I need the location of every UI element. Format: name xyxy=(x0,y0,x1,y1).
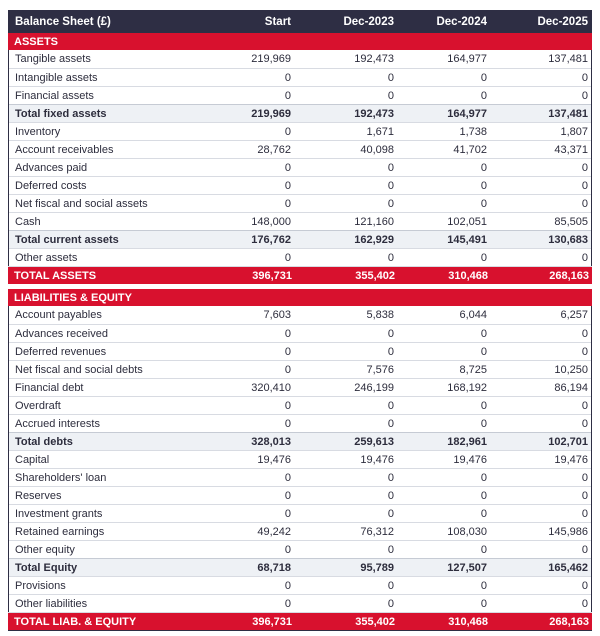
table-row xyxy=(9,68,591,86)
cell-value: 145,491 xyxy=(447,233,487,246)
cell-value: 320,410 xyxy=(251,381,291,394)
row-label: Total current assets xyxy=(15,233,119,246)
row-label: Deferred revenues xyxy=(15,345,107,358)
cell-value: 192,473 xyxy=(354,107,394,120)
cell-value: 0 xyxy=(581,89,588,102)
cell-value: 268,163 xyxy=(549,269,589,282)
cell-value: 0 xyxy=(480,71,487,84)
row-label: Total debts xyxy=(15,435,73,448)
cell-value: 0 xyxy=(387,399,394,412)
table-row xyxy=(9,248,591,266)
row-label: Advances paid xyxy=(15,161,88,174)
cell-value: 76,312 xyxy=(360,525,394,538)
cell-value: 0 xyxy=(480,399,487,412)
cell-value: 0 xyxy=(480,251,487,264)
table-row xyxy=(9,86,591,104)
cell-value: 0 xyxy=(387,161,394,174)
table-row xyxy=(9,486,591,504)
cell-value: 41,702 xyxy=(453,143,487,156)
subtotal-row xyxy=(9,432,591,450)
cell-value: 0 xyxy=(581,161,588,174)
cell-value: 0 xyxy=(387,345,394,358)
cell-value: 310,468 xyxy=(448,269,488,282)
cell-value: 0 xyxy=(480,579,487,592)
row-label: Cash xyxy=(15,215,41,228)
cell-value: 0 xyxy=(387,489,394,502)
cell-value: 259,613 xyxy=(354,435,394,448)
cell-value: 0 xyxy=(581,345,588,358)
row-label: Financial debt xyxy=(15,381,84,394)
cell-value: 0 xyxy=(387,471,394,484)
cell-value: 162,929 xyxy=(354,233,394,246)
cell-value: 396,731 xyxy=(252,269,292,282)
row-label: Net fiscal and social debts xyxy=(15,363,143,376)
cell-value: 0 xyxy=(284,579,291,592)
table-row xyxy=(9,504,591,522)
cell-value: 192,473 xyxy=(354,53,394,65)
table-row xyxy=(9,194,591,212)
row-label: Tangible assets xyxy=(15,53,91,65)
cell-value: 0 xyxy=(284,489,291,502)
cell-value: 0 xyxy=(284,507,291,520)
cell-value: 0 xyxy=(581,597,588,610)
cell-value: 0 xyxy=(581,327,588,340)
cell-value: 328,013 xyxy=(251,435,291,448)
section-header-row xyxy=(8,289,592,306)
cell-value: 102,701 xyxy=(548,435,588,448)
cell-value: 0 xyxy=(480,161,487,174)
grand-total-row xyxy=(8,612,592,630)
row-label: Provisions xyxy=(15,579,66,592)
table-row xyxy=(9,540,591,558)
cell-value: 0 xyxy=(581,471,588,484)
cell-value: 0 xyxy=(581,71,588,84)
row-label: Shareholders' loan xyxy=(15,471,107,484)
cell-value: 0 xyxy=(387,89,394,102)
cell-value: 355,402 xyxy=(355,269,395,282)
row-label: Other assets xyxy=(15,251,78,264)
cell-value: 0 xyxy=(480,417,487,430)
cell-value: 8,725 xyxy=(459,363,487,376)
cell-value: 0 xyxy=(480,89,487,102)
row-label: TOTAL ASSETS xyxy=(14,269,97,282)
cell-value: 0 xyxy=(284,597,291,610)
table-rows xyxy=(9,33,591,630)
row-label: Account receivables xyxy=(15,143,114,156)
cell-value: 0 xyxy=(581,579,588,592)
cell-value: 0 xyxy=(480,471,487,484)
cell-value: 102,051 xyxy=(447,215,487,228)
cell-value: 0 xyxy=(581,179,588,192)
row-label: Investment grants xyxy=(15,507,103,520)
cell-value: 219,969 xyxy=(251,53,291,65)
cell-value: 85,505 xyxy=(554,215,588,228)
cell-value: 0 xyxy=(387,579,394,592)
cell-value: 0 xyxy=(387,179,394,192)
column-header-dec-2023: Dec-2023 xyxy=(343,16,394,28)
balance-sheet-table xyxy=(8,10,592,631)
row-label: Intangible assets xyxy=(15,71,98,84)
cell-value: 310,468 xyxy=(448,615,488,628)
cell-value: 0 xyxy=(387,197,394,210)
column-header-dec-2025: Dec-2025 xyxy=(537,16,588,28)
cell-value: 0 xyxy=(284,89,291,102)
cell-value: 49,242 xyxy=(257,525,291,538)
table-row xyxy=(9,360,591,378)
cell-value: 0 xyxy=(387,71,394,84)
cell-value: 0 xyxy=(284,161,291,174)
cell-value: 7,576 xyxy=(366,363,394,376)
row-label: Reserves xyxy=(15,489,62,502)
subtotal-row xyxy=(9,558,591,576)
cell-value: 1,671 xyxy=(366,125,394,138)
table-row xyxy=(9,140,591,158)
row-label: Deferred costs xyxy=(15,179,87,192)
cell-value: 164,977 xyxy=(447,53,487,65)
grand-total-row xyxy=(8,266,592,284)
cell-value: 0 xyxy=(284,543,291,556)
table-row xyxy=(9,450,591,468)
row-label: Total fixed assets xyxy=(15,107,107,120)
row-label: Inventory xyxy=(15,125,61,138)
cell-value: 0 xyxy=(284,197,291,210)
table-row xyxy=(9,342,591,360)
table-row xyxy=(9,414,591,432)
cell-value: 0 xyxy=(480,507,487,520)
cell-value: 0 xyxy=(480,489,487,502)
cell-value: 145,986 xyxy=(548,525,588,538)
cell-value: 0 xyxy=(480,345,487,358)
section-label: LIABILITIES & EQUITY xyxy=(14,291,132,304)
cell-value: 0 xyxy=(387,417,394,430)
cell-value: 19,476 xyxy=(257,453,291,466)
row-label: Other equity xyxy=(15,543,75,556)
cell-value: 137,481 xyxy=(548,53,588,65)
cell-value: 19,476 xyxy=(554,453,588,466)
cell-value: 0 xyxy=(284,179,291,192)
cell-value: 396,731 xyxy=(252,615,292,628)
cell-value: 164,977 xyxy=(447,107,487,120)
row-label: Total Equity xyxy=(15,561,78,574)
cell-value: 0 xyxy=(480,197,487,210)
row-label: Other liabilities xyxy=(15,597,88,610)
subtotal-row xyxy=(9,230,591,248)
cell-value: 0 xyxy=(387,597,394,610)
cell-value: 19,476 xyxy=(453,453,487,466)
cell-value: 355,402 xyxy=(355,615,395,628)
cell-value: 0 xyxy=(284,327,291,340)
cell-value: 0 xyxy=(284,399,291,412)
table-row xyxy=(9,158,591,176)
subtotal-row xyxy=(9,104,591,122)
cell-value: 0 xyxy=(284,71,291,84)
cell-value: 6,044 xyxy=(459,309,487,321)
cell-value: 182,961 xyxy=(447,435,487,448)
cell-value: 268,163 xyxy=(549,615,589,628)
cell-value: 28,762 xyxy=(257,143,291,156)
cell-value: 0 xyxy=(387,327,394,340)
cell-value: 0 xyxy=(581,543,588,556)
cell-value: 0 xyxy=(581,507,588,520)
cell-value: 108,030 xyxy=(447,525,487,538)
cell-value: 121,160 xyxy=(354,215,394,228)
cell-value: 0 xyxy=(284,363,291,376)
cell-value: 40,098 xyxy=(360,143,394,156)
section-header-row xyxy=(8,33,592,50)
cell-value: 5,838 xyxy=(366,309,394,321)
table-row xyxy=(9,522,591,540)
cell-value: 0 xyxy=(480,179,487,192)
table-title: Balance Sheet (£) xyxy=(15,16,111,28)
cell-value: 168,192 xyxy=(447,381,487,394)
table-header-row xyxy=(9,11,591,33)
cell-value: 7,603 xyxy=(263,309,291,321)
row-label: Accrued interests xyxy=(15,417,100,430)
column-header-start: Start xyxy=(264,16,291,28)
cell-value: 0 xyxy=(581,489,588,502)
cell-value: 6,257 xyxy=(560,309,588,321)
row-label: Financial assets xyxy=(15,89,94,102)
row-label: Capital xyxy=(15,453,50,466)
table-row xyxy=(9,468,591,486)
cell-value: 148,000 xyxy=(251,215,291,228)
cell-value: 0 xyxy=(480,543,487,556)
cell-value: 1,738 xyxy=(459,125,487,138)
cell-value: 68,718 xyxy=(257,561,291,574)
cell-value: 0 xyxy=(387,507,394,520)
cell-value: 1,807 xyxy=(560,125,588,138)
cell-value: 176,762 xyxy=(251,233,291,246)
cell-value: 0 xyxy=(284,417,291,430)
section-label: ASSETS xyxy=(14,35,59,48)
cell-value: 10,250 xyxy=(554,363,588,376)
table-row xyxy=(9,396,591,414)
table-row xyxy=(9,306,591,324)
column-header-dec-2024: Dec-2024 xyxy=(436,16,487,28)
cell-value: 0 xyxy=(581,417,588,430)
cell-value: 0 xyxy=(387,251,394,264)
cell-value: 219,969 xyxy=(251,107,291,120)
row-label: Net fiscal and social assets xyxy=(15,197,148,210)
cell-value: 0 xyxy=(480,327,487,340)
cell-value: 19,476 xyxy=(360,453,394,466)
cell-value: 0 xyxy=(480,597,487,610)
table-row xyxy=(9,122,591,140)
table-row xyxy=(9,176,591,194)
cell-value: 165,462 xyxy=(548,561,588,574)
cell-value: 0 xyxy=(387,543,394,556)
row-label: Advances received xyxy=(15,327,108,340)
table-row xyxy=(9,324,591,342)
cell-value: 86,194 xyxy=(554,381,588,394)
cell-value: 0 xyxy=(581,251,588,264)
table-row xyxy=(9,576,591,594)
row-label: Retained earnings xyxy=(15,525,105,538)
cell-value: 130,683 xyxy=(548,233,588,246)
row-label: TOTAL LIAB. & EQUITY xyxy=(14,615,137,628)
table-row xyxy=(9,378,591,396)
table-row xyxy=(9,50,591,68)
cell-value: 0 xyxy=(581,399,588,412)
cell-value: 95,789 xyxy=(360,561,394,574)
cell-value: 246,199 xyxy=(354,381,394,394)
table-row xyxy=(9,594,591,612)
row-label: Overdraft xyxy=(15,399,61,412)
cell-value: 0 xyxy=(284,125,291,138)
cell-value: 0 xyxy=(284,471,291,484)
table-row xyxy=(9,212,591,230)
cell-value: 137,481 xyxy=(548,107,588,120)
cell-value: 43,371 xyxy=(554,143,588,156)
row-label: Account payables xyxy=(15,309,102,321)
cell-value: 0 xyxy=(581,197,588,210)
cell-value: 127,507 xyxy=(447,561,487,574)
cell-value: 0 xyxy=(284,251,291,264)
cell-value: 0 xyxy=(284,345,291,358)
